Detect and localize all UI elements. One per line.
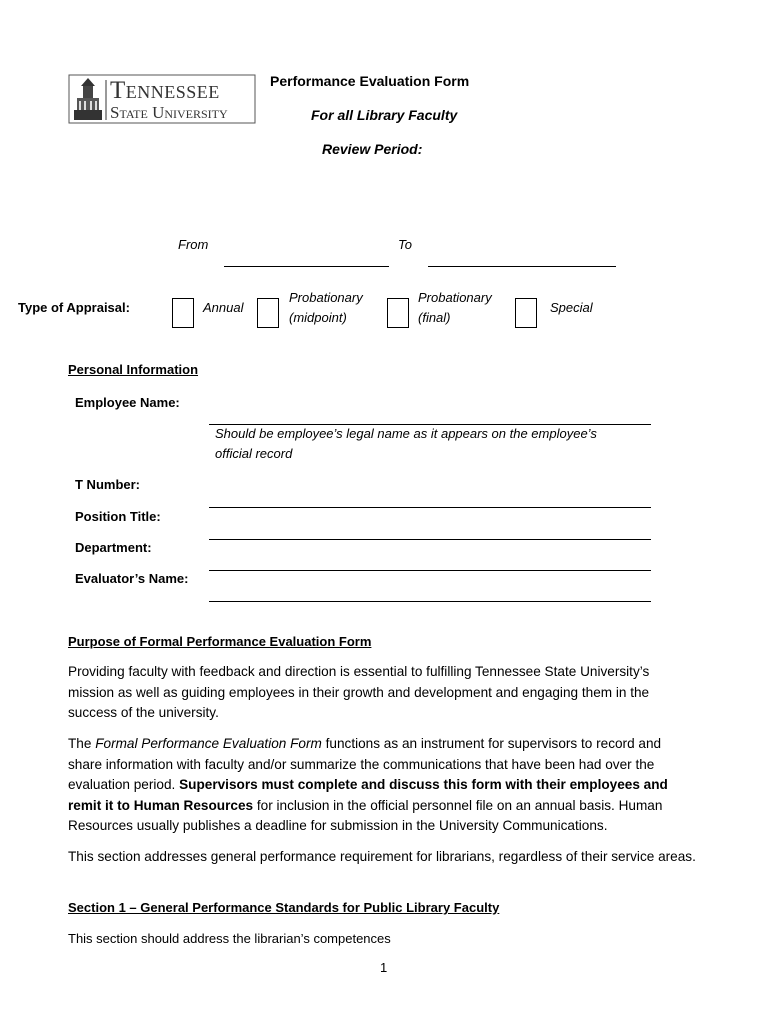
- p2-text-a: The: [68, 736, 96, 751]
- evaluator-name-field[interactable]: [209, 601, 651, 602]
- department-field[interactable]: [209, 570, 651, 571]
- t-number-field[interactable]: [209, 507, 651, 508]
- p2-form-name: Formal Performance Evaluation Form: [95, 736, 322, 751]
- section-1-text: This section should address the librarian’s competences: [68, 931, 391, 946]
- p2-requirement: Supervisors must complete and discuss this form with their employees and remit it to Human Resources: [68, 777, 668, 813]
- form-subtitle: For all Library Faculty: [311, 107, 458, 123]
- position-title-label: Position Title:: [75, 509, 161, 524]
- probationary-midpoint-label-1: Probationary: [289, 290, 363, 305]
- probationary-final-label-1: Probationary: [418, 290, 492, 305]
- section-1-heading: Section 1 – General Performance Standards for Public Library Faculty: [68, 900, 500, 915]
- employee-name-hint-1: Should be employee’s legal name as it appears on the employee’s: [215, 426, 597, 441]
- p2-text-e: for inclusion in the official personnel file on an annual basis. Human Resources usually publishes a deadline for submission in the University Communications.: [68, 797, 663, 834]
- purpose-paragraph-1: [68, 662, 696, 724]
- form-title: Performance Evaluation Form: [270, 73, 470, 89]
- t-number-label: T Number:: [75, 477, 140, 492]
- position-title-field[interactable]: [209, 539, 651, 540]
- appraisal-type-label: Type of Appraisal:: [18, 300, 130, 315]
- to-date-line[interactable]: [428, 266, 616, 267]
- purpose-paragraph-3: [68, 847, 696, 868]
- purpose-paragraph-2: [68, 734, 696, 837]
- special-checkbox[interactable]: [515, 298, 537, 328]
- page-number: 1: [380, 960, 388, 975]
- logo-text-state-university: State University: [110, 103, 228, 122]
- evaluator-name-label: Evaluator’s Name:: [75, 571, 189, 586]
- annual-checkbox[interactable]: [172, 298, 194, 328]
- employee-name-field[interactable]: [209, 424, 651, 425]
- probationary-final-label-2: (final): [418, 310, 451, 325]
- p2-text-c: functions as an instrument for supervisors to record and share information with faculty and/or summarize the communications that have been had over the evaluation period.: [68, 736, 662, 793]
- purpose-heading: Purpose of Formal Performance Evaluation Form: [68, 634, 372, 649]
- purpose-paragraph-3-text: This section addresses general performance requirement for librarians, regardless of their service areas.: [68, 849, 696, 864]
- logo-text-tennessee: Tennessee: [110, 77, 220, 104]
- employee-name-label: Employee Name:: [75, 395, 180, 410]
- university-logo: [68, 74, 256, 124]
- probationary-midpoint-checkbox[interactable]: [257, 298, 279, 328]
- employee-name-hint-2: official record: [215, 446, 293, 461]
- personal-info-heading: Personal Information: [68, 362, 199, 377]
- from-date-line[interactable]: [224, 266, 389, 267]
- probationary-midpoint-label-2: (midpoint): [289, 310, 347, 325]
- special-option-label: Special: [550, 300, 593, 315]
- review-period-label: Review Period:: [322, 141, 423, 157]
- to-label: To: [398, 237, 412, 252]
- annual-option-label: Annual: [203, 300, 244, 315]
- purpose-paragraph-1-text: Providing faculty with feedback and direction is essential to fulfilling Tennessee State University’s mission as well as guiding employees in their growth and development and engaging them in the success of the university.: [68, 664, 650, 721]
- probationary-final-checkbox[interactable]: [387, 298, 409, 328]
- from-label: From: [178, 237, 209, 252]
- department-label: Department:: [75, 540, 152, 555]
